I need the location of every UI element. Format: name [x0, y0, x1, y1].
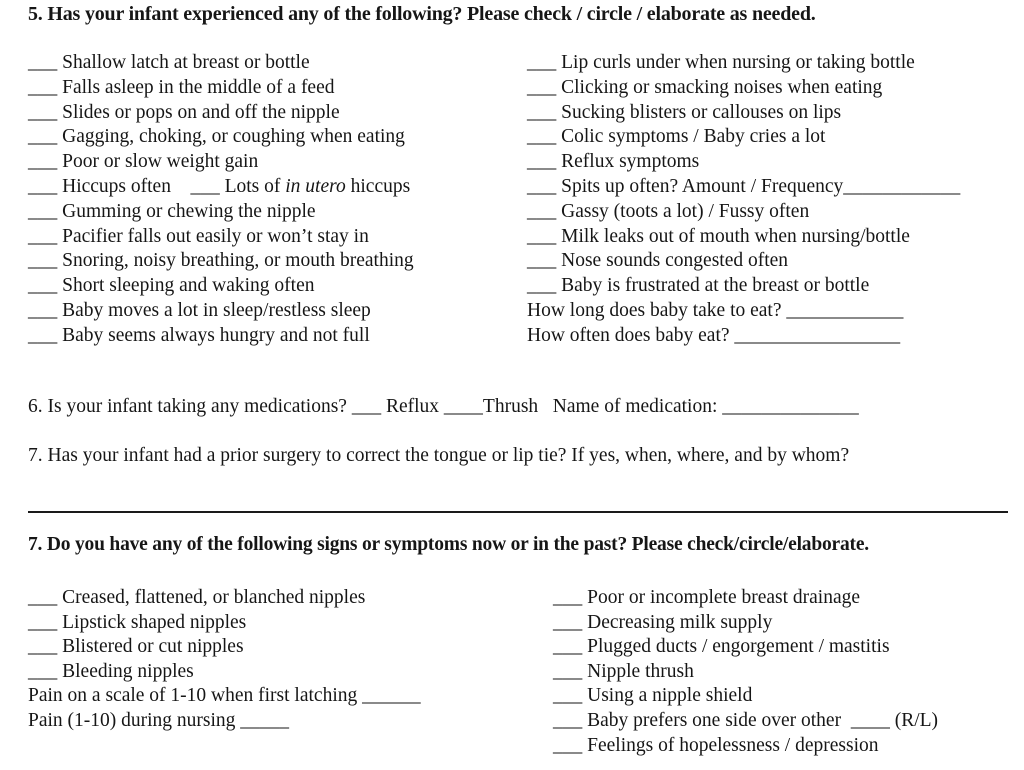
checklist-item: ___ Spits up often? Amount / Frequency____________ — [527, 175, 961, 197]
checklist-item: ___ Feelings of hopelessness / depression — [553, 734, 879, 756]
checklist-item: ___ Lip curls under when nursing or taking bottle — [527, 52, 915, 73]
checklist-item: ___ Snoring, noisy breathing, or mouth breathing — [28, 250, 414, 272]
checklist-item: ___ Gagging, choking, or coughing when eating — [28, 126, 405, 148]
section5-right-column — [527, 51, 960, 349]
checklist-item: ___ Baby moves a lot in sleep/restless sleep — [28, 299, 371, 321]
checklist-item: ___ Gassy (toots a lot) / Fussy often — [527, 200, 810, 222]
answer-blank-line — [28, 488, 1008, 513]
checklist-item: ___ Using a nipple shield — [553, 685, 753, 707]
section7-heading: 7. Do you have any of the following signs or symptoms now or in the past? Please check/circle/elaborate. — [28, 534, 869, 555]
checklist-item: ___ Baby seems always hungry and not full — [28, 324, 370, 346]
checklist-item: ___ Clicking or smacking noises when eating — [527, 76, 883, 98]
checklist-item: ___ Baby prefers one side over other ____ (R/L) — [553, 709, 939, 731]
text-segment: ___ Hiccups often ___ Lots of — [28, 175, 286, 197]
section5-heading: 5. Has your infant experienced any of the following? Please check / circle / elaborate as needed. — [28, 3, 816, 25]
checklist-item: ___ Shallow latch at breast or bottle — [28, 52, 310, 73]
checklist-item: ___ Plugged ducts / engorgement / mastitis — [553, 636, 890, 658]
checklist-item: ___ Blistered or cut nipples — [28, 636, 244, 658]
checklist-item: ___ Slides or pops on and off the nipple — [28, 101, 340, 123]
checklist-item: How often does baby eat? _________________ — [527, 324, 901, 346]
question7-prior-surgery: 7. Has your infant had a prior surgery to correct the tongue or lip tie? If yes, when, where, and by whom? — [28, 445, 850, 466]
italic-text: in utero — [285, 175, 346, 197]
checklist-item: ___ Lipstick shaped nipples — [28, 611, 247, 633]
checklist-item: ___ Bleeding nipples — [28, 660, 194, 682]
text-segment: hiccups — [345, 175, 411, 197]
checklist-item: ___ Falls asleep in the middle of a feed — [28, 76, 335, 98]
checklist-item: ___ Sucking blisters or callouses on lips — [527, 101, 842, 123]
checklist-item: Pain (1-10) during nursing _____ — [28, 709, 290, 731]
checklist-item: ___ Milk leaks out of mouth when nursing/bottle — [527, 225, 910, 247]
section5-left-column — [28, 51, 414, 349]
checklist-item: How long does baby take to eat? ____________ — [527, 299, 904, 321]
checklist-item: ___ Nipple thrush — [553, 660, 694, 682]
checklist-item: ___ Colic symptoms / Baby cries a lot — [527, 126, 826, 148]
checklist-item: ___ Short sleeping and waking often — [28, 275, 315, 297]
checklist-item: ___ Creased, flattened, or blanched nipples — [28, 587, 366, 608]
question6-medications: 6. Is your infant taking any medications? ___ Reflux ____Thrush Name of medication: ______________ — [28, 396, 859, 417]
checklist-item: ___ Poor or slow weight gain — [28, 151, 259, 173]
checklist-item: ___ Pacifier falls out easily or won’t stay in — [28, 225, 369, 247]
section7-left-column — [28, 586, 421, 734]
checklist-item: ___ Decreasing milk supply — [553, 611, 773, 633]
section7-right-column — [553, 586, 938, 758]
checklist-item: ___ Reflux symptoms — [527, 151, 700, 173]
checklist-item — [28, 175, 414, 200]
checklist-item: ___ Baby is frustrated at the breast or bottle — [527, 275, 870, 297]
checklist-item: ___ Gumming or chewing the nipple — [28, 200, 316, 222]
checklist-item: ___ Poor or incomplete breast drainage — [553, 587, 861, 608]
checklist-item: ___ Nose sounds congested often — [527, 250, 789, 272]
checklist-item: Pain on a scale of 1-10 when first latching ______ — [28, 685, 421, 707]
